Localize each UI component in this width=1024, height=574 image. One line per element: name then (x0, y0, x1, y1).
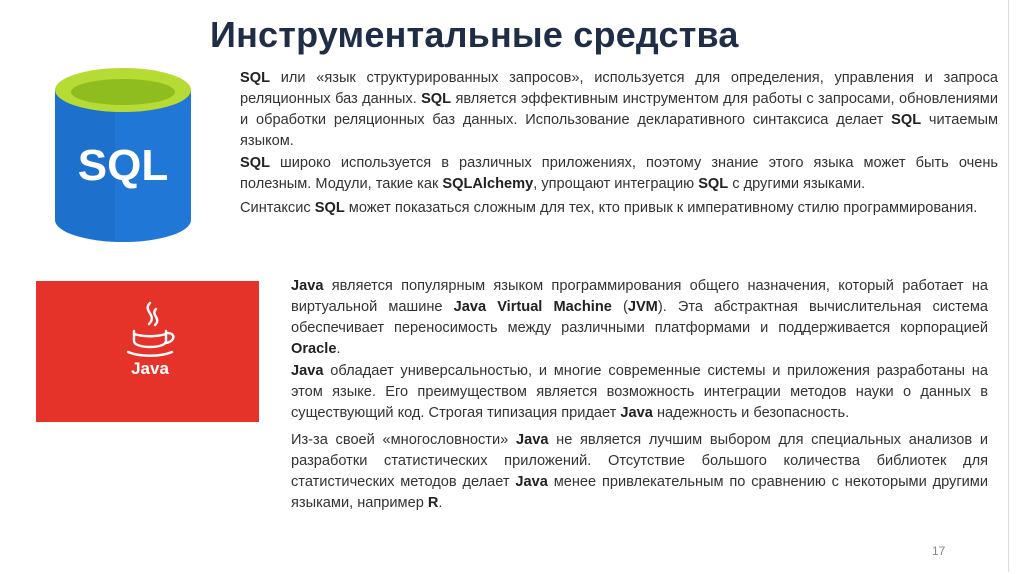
keyword: SQL (240, 155, 270, 171)
sql-paragraph-3 (240, 198, 998, 219)
text-span: может показаться сложным для тех, кто привык к императивному стилю программирования. (344, 200, 978, 216)
text-span: не является лучшим выбором для специальных анализов и разработки статистических приложений. Отсутствие большого количества библиотек для статистических методов делает (291, 432, 989, 490)
keyword: SQL (314, 200, 345, 216)
coffee-cup-icon (128, 303, 173, 356)
sql-paragraph-2 (240, 153, 998, 195)
keyword: Oracle (291, 341, 337, 357)
java-paragraph-1 (291, 276, 988, 360)
text-span: надежность и безопасность. (652, 405, 850, 421)
text-span: или «язык структурированных запросов», используется для определения, управления и запроса реляционных баз данных. (240, 70, 998, 107)
text-span: ( (611, 299, 628, 315)
java-paragraph-2 (291, 361, 988, 424)
text-span: обладает универсальностью, и многие современные системы и приложения разработаны на этом языке. Его преимуществом является возможность интеграции методов науки о данных в существующий код. Строгая типизация придает (291, 363, 988, 421)
text-span: Синтаксис (240, 200, 315, 216)
keyword: Java (515, 474, 548, 490)
page-number: 17 (932, 544, 946, 558)
keyword: Java (291, 363, 324, 379)
sql-paragraph-1 (240, 68, 998, 152)
keyword: JVM (627, 299, 658, 315)
keyword: Java Virtual Machine (453, 299, 612, 315)
keyword: Java (291, 278, 324, 294)
keyword: SQL (698, 176, 729, 192)
text-span: с другими языками. (728, 176, 866, 192)
text-span: . (336, 341, 341, 357)
slide-title: Инструментальные средства (210, 14, 739, 55)
text-span: является эффективным инструментом для работы с запросами, обновлениями и обработки реляционных баз данных. Использование декларативного синтаксиса делает (240, 91, 998, 128)
keyword: SQL (421, 91, 452, 107)
keyword: Java (515, 432, 549, 448)
text-span: широко используется в различных приложениях, поэтому знание этого языка может быть очень полезным. Модули, такие как (240, 155, 998, 192)
text-span: . (438, 495, 443, 511)
text-span: Из-за своей «многословности» (291, 432, 516, 448)
java-logo-text: Java (131, 359, 169, 378)
text-span: является популярным языком программирования общего назначения, который работает на виртуальной машине (291, 278, 988, 315)
sql-logo-text: SQL (77, 141, 169, 190)
keyword: Java (620, 405, 653, 421)
sql-logo (55, 68, 191, 243)
text-span: ). Эта абстрактная вычислительная система обеспечивает переносимость между различными платформами и поддерживается корпорацией (291, 299, 988, 336)
text-span: читаемым языком. (240, 112, 998, 149)
text-span: , упрощают интеграцию (533, 176, 699, 192)
keyword: R (427, 495, 439, 511)
java-paragraph-3 (291, 430, 988, 514)
keyword: SQL (240, 70, 270, 86)
java-logo (36, 281, 259, 422)
keyword: SQLAlchemy (442, 176, 534, 192)
keyword: SQL (891, 112, 922, 128)
text-span: менее привлекательным по сравнению с некоторыми другими языками, например (291, 474, 988, 511)
